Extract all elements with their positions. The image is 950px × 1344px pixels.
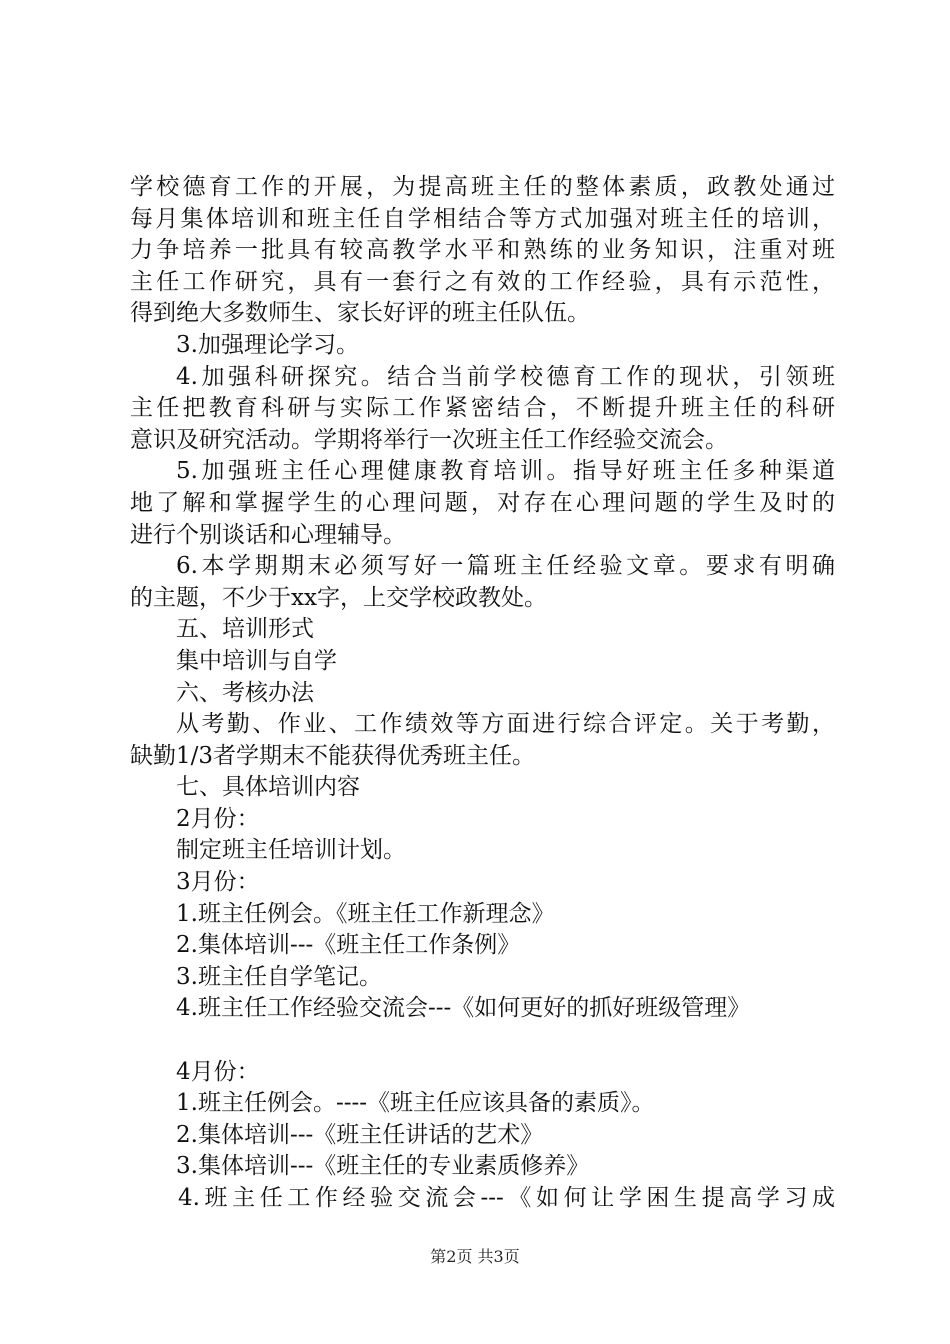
month-heading: 4月份： (176, 1058, 260, 1085)
list-item: 1.班主任例会。----《班主任应该具备的素质》。 (176, 1090, 655, 1117)
month-heading: 2月份： (176, 805, 260, 832)
list-item: 3.加强理论学习。 (176, 331, 359, 358)
section-heading: 六、考核办法 (176, 679, 314, 706)
paragraph-line: 学校德育工作的开展，为提高班主任的整体素质，政教处通过 (130, 174, 835, 200)
page-number-footer: 第2页 共3页 (430, 1247, 520, 1266)
list-item: 2.集体培训---《班主任讲话的艺术》 (176, 1121, 544, 1148)
list-item: 5.加强班主任心理健康教育培训。指导好班主任多种渠道 (176, 458, 835, 485)
paragraph-line: 主任把教育科研与实际工作紧密结合，不断提升班主任的科研 (130, 395, 835, 422)
paragraph-line: 每月集体培训和班主任自学相结合等方式加强对班主任的培训， (130, 205, 835, 232)
paragraph-line: 进行个别谈话和心理辅导。 (130, 521, 406, 548)
paragraph-line: 主任工作研究，具有一套行之有效的工作经验，具有示范性， (130, 268, 835, 295)
paragraph-line: 地了解和掌握学生的心理问题，对存在心理问题的学生及时的 (130, 489, 835, 516)
section-heading: 五、培训形式 (176, 616, 314, 643)
document-body (130, 172, 835, 1215)
paragraph-line: 集中培训与自学 (176, 647, 337, 674)
list-item: 3.集体培训---《班主任的专业素质修养》 (176, 1153, 590, 1180)
paragraph-line: 意识及研究活动。学期将举行一次班主任工作经验交流会。 (130, 426, 728, 453)
list-item: 1.班主任例会。《班主任工作新理念》 (176, 900, 555, 927)
list-item: 制定班主任培训计划。 (176, 837, 406, 864)
list-item: 2.集体培训---《班主任工作条例》 (176, 932, 521, 959)
list-item: 3.班主任自学笔记。 (176, 963, 382, 990)
paragraph-line: 缺勤1/3者学期末不能获得优秀班主任。 (130, 742, 536, 769)
paragraph-line: 的主题，不少于xx字，上交学校政教处。 (130, 584, 547, 611)
paragraph-line: 力争培养一批具有较高教学水平和熟练的业务知识，注重对班 (130, 237, 835, 264)
list-item: 6.本学期期末必须写好一篇班主任经验文章。要求有明确 (176, 553, 835, 580)
section-heading: 七、具体培训内容 (176, 774, 360, 801)
list-item: 4.班主任工作经验交流会---《如何更好的抓好班级管理》 (176, 995, 751, 1022)
month-heading: 3月份： (176, 869, 260, 896)
paragraph-line: 得到绝大多数师生、家长好评的班主任队伍。 (130, 300, 590, 327)
list-item: 4.加强科研探究。结合当前学校德育工作的现状，引领班 (176, 363, 835, 390)
list-item: 4.班主任工作经验交流会---《如何让学困生提高学习成 (178, 1185, 835, 1211)
blank-line (130, 1025, 835, 1057)
paragraph-line: 从考勤、作业、工作绩效等方面进行综合评定。关于考勤， (176, 711, 835, 738)
